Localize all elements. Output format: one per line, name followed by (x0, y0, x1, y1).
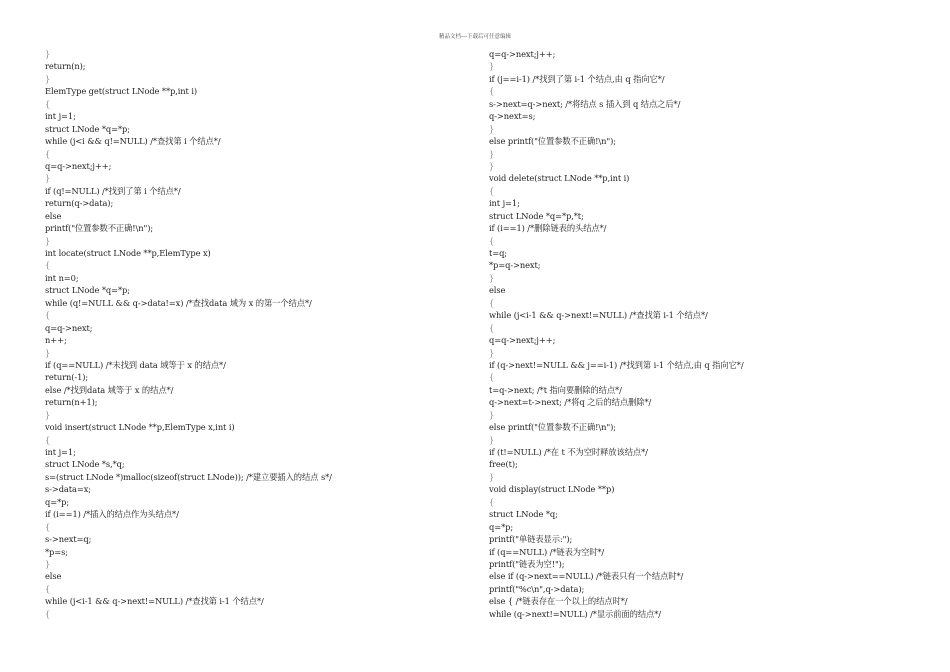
code-line: int locate(struct LNode **p,ElemType x) (45, 248, 211, 258)
code-line: } (489, 347, 495, 358)
code-line: } (45, 49, 51, 59)
code-line: while (q!=NULL && q->data!=x) /*查找data 域为 x 的第一个结点*/ (45, 297, 312, 308)
code-line: { (489, 185, 495, 196)
code-line: { (45, 583, 51, 594)
code-line: else (489, 285, 506, 296)
code-line: } (45, 73, 51, 84)
code-line: { (45, 98, 51, 109)
code-line: { (489, 372, 495, 383)
code-line: { (489, 297, 495, 308)
code-line: *p=s; (45, 546, 68, 557)
code-line: if (t!=NULL) /*在 t 不为空时释放该结点*/ (489, 447, 648, 457)
code-line: q=*p; (489, 521, 514, 532)
code-line: while (q->next!=NULL) /*显示前面的结点*/ (489, 608, 661, 619)
code-line: return(n); (45, 61, 86, 72)
code-line: struct LNode *q=*p; (45, 285, 130, 296)
code-line: { (489, 322, 495, 333)
code-line: } (489, 409, 495, 420)
code-line: ElemType get(struct LNode **p,int i) (45, 86, 198, 97)
code-line: } (489, 471, 495, 482)
code-line: } (45, 235, 51, 246)
code-line: printf("位置参数不正确!\n"); (45, 223, 154, 234)
code-line: struct LNode *q=*p,*t; (489, 210, 584, 221)
code-line: if (i==1) /*插入的结点作为头结点*/ (45, 509, 179, 520)
code-line: { (45, 521, 51, 532)
code-line: } (489, 434, 495, 445)
code-line: while (j<i && q!=NULL) /*查找第 i 个结点*/ (45, 136, 221, 147)
code-line: { (489, 86, 495, 97)
code-line: { (45, 434, 51, 445)
code-line: printf("链表为空!"); (489, 558, 565, 569)
code-line: if (q==NULL) /*未找到 data 域等于 x 的结点*/ (45, 359, 226, 370)
code-line: s->next=q; (45, 534, 92, 545)
code-line: } (45, 347, 51, 358)
code-line: q=*p; (45, 496, 70, 507)
code-line: s=(struct LNode *)malloc(sizeof(struct LNode)); /*建立要插入的结点 s*/ (45, 471, 332, 482)
code-line: { (489, 496, 495, 507)
code-line: { (45, 310, 51, 321)
code-line: return(n+1); (45, 397, 98, 408)
code-line: else printf("位置参数不正确!\n"); (489, 136, 616, 147)
code-column-left (45, 48, 465, 620)
code-line: free(t); (489, 459, 518, 470)
code-line: } (489, 123, 495, 134)
code-line: int j=1; (489, 198, 520, 209)
code-line: struct LNode *s,*q; (45, 459, 125, 470)
code-line: else { /*链表存在一个以上的结点时*/ (489, 596, 628, 607)
code-line: q->next=t->next; /*将q 之后的结点删除*/ (489, 397, 652, 408)
code-line: } (45, 409, 51, 420)
code-line: q=q->next;j++; (489, 335, 556, 346)
code-line: } (489, 272, 495, 283)
code-line: } (489, 61, 495, 72)
code-line: void insert(struct LNode **p,ElemType x,int i) (45, 422, 235, 433)
code-line: } (45, 558, 51, 569)
code-line: printf("%c\n",q->data); (489, 583, 585, 594)
code-line: int n=0; (45, 272, 79, 283)
code-line: return(q->data); (45, 198, 114, 209)
code-line: struct LNode *q=*p; (45, 123, 130, 134)
code-line: s->data=x; (45, 484, 91, 495)
code-line: *p=q->next; (489, 260, 541, 271)
code-line: if (q==NULL) /*链表为空时*/ (489, 546, 605, 557)
code-line: q=q->next; (45, 322, 93, 333)
code-line: } (45, 173, 51, 184)
code-line: q=q->next;j++; (489, 49, 556, 59)
code-line: else /*找到data 域等于 x 的结点*/ (45, 384, 174, 395)
code-line: while (j<i-1 && q->next!=NULL) /*查找第 i-1 个结点*/ (489, 310, 708, 321)
code-line: while (j<i-1 && q->next!=NULL) /*查找第 i-1 个结点*/ (45, 596, 264, 607)
code-line: void display(struct LNode **p) (489, 484, 615, 495)
page-header: 精品文档---下载后可任意编辑 (439, 34, 511, 40)
code-line: s->next=q->next; /*将结点 s 插入到 q 结点之后*/ (489, 98, 681, 109)
code-line: void delete(struct LNode **p,int i) (489, 173, 630, 184)
code-line: q=q->next;j++; (45, 160, 112, 171)
code-line: int j=1; (45, 111, 76, 122)
code-line: q->next=s; (489, 111, 536, 122)
code-line: struct LNode *q; (489, 509, 558, 520)
code-column-right (489, 48, 909, 620)
code-line: else if (q->next==NULL) /*链表只有一个结点时*/ (489, 571, 684, 582)
code-line: else (45, 210, 62, 221)
code-line: if (i==1) /*删除链表的头结点*/ (489, 223, 607, 234)
code-line: n++; (45, 335, 67, 346)
code-line: return(-1); (45, 372, 89, 383)
code-line: t=q->next; /*t 指向要删除的结点*/ (489, 384, 622, 395)
code-line: if (q->next!=NULL && j==i-1) /*找到第 i-1 个结点,由 q 指向它*/ (489, 359, 744, 370)
code-line: } (489, 148, 495, 159)
code-line: else printf("位置参数不正确!\n"); (489, 422, 616, 433)
code-line: { (45, 260, 51, 271)
code-line: else (45, 571, 62, 582)
code-line: { (489, 235, 495, 246)
code-line: int j=1; (45, 447, 76, 457)
code-line: { (45, 148, 51, 159)
code-line: printf("单链表显示:"); (489, 534, 573, 545)
code-line: } (489, 160, 495, 171)
code-line: if (j==i-1) /*找到了第 i-1 个结点,由 q 指向它*/ (489, 73, 665, 84)
code-line: if (q!=NULL) /*找到了第 i 个结点*/ (45, 185, 181, 196)
code-line: t=q; (489, 248, 507, 258)
code-line: { (45, 608, 51, 619)
